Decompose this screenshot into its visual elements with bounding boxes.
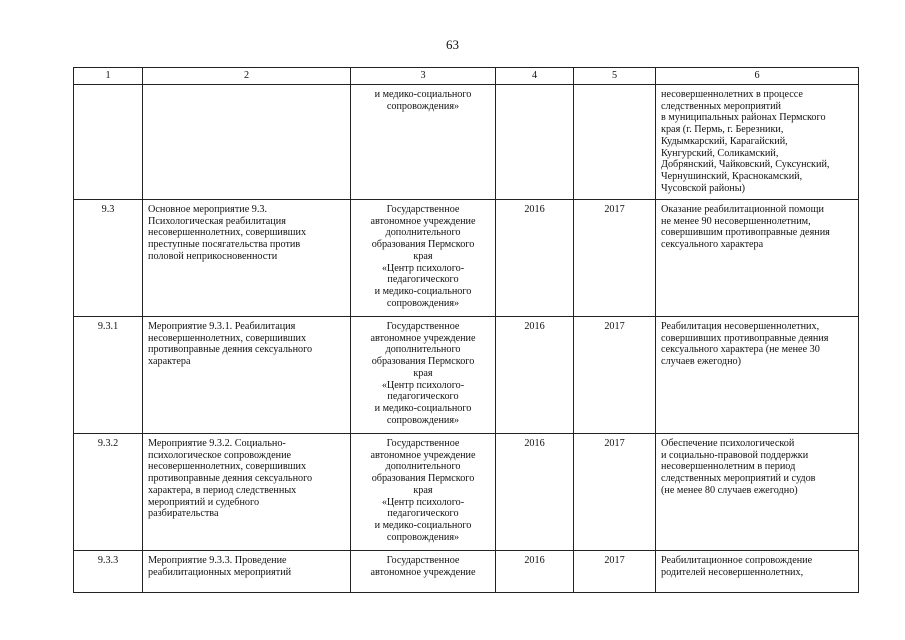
- start-year: 2016: [496, 317, 574, 434]
- executor-line: автономное учреждение: [370, 332, 476, 344]
- name-line: реабилитационных мероприятий: [148, 566, 292, 578]
- executor-line: Государственное: [386, 321, 460, 332]
- name-line: Мероприятие 9.3.3. Проведение: [148, 555, 287, 566]
- executor-line: Государственное: [386, 204, 460, 215]
- executor-line: Государственное: [386, 555, 460, 566]
- expected-result: [656, 551, 859, 593]
- end-year: 2017: [574, 551, 656, 593]
- executor: [351, 317, 496, 434]
- row-number: 9.3.3: [74, 551, 143, 593]
- end-year: [574, 85, 656, 200]
- result-line: Чернушинский, Краснокамский,: [661, 170, 803, 182]
- result-line: (не менее 80 случаев ежегодно): [661, 484, 798, 496]
- name-line: несовершеннолетних, совершивших: [148, 227, 307, 239]
- name-line: Психологическая реабилитация: [148, 215, 286, 227]
- executor-line: сопровождения»: [386, 414, 460, 426]
- executor-line: дополнительного: [385, 461, 461, 473]
- executor-line: автономное учреждение: [370, 215, 476, 227]
- name-line: противоправные деяния сексуального: [148, 344, 313, 356]
- executor-line: Государственное: [386, 438, 460, 449]
- name-line: несовершеннолетних, совершивших: [148, 332, 307, 344]
- measure-name: [143, 317, 351, 434]
- name-line: характера, в период следственных: [148, 484, 297, 496]
- executor-line: края: [413, 250, 433, 262]
- table-row: [74, 434, 859, 551]
- result-line: Чусовской районы): [661, 182, 745, 194]
- result-line: Реабилитационное сопровождение: [661, 555, 813, 566]
- row-number: 9.3.2: [74, 434, 143, 551]
- result-line: следственных мероприятий: [661, 100, 782, 112]
- result-line: и социально-правовой поддержки: [661, 449, 809, 461]
- executor-line: и медико-социального: [374, 89, 472, 100]
- expected-result: [656, 317, 859, 434]
- name-line: психологическое сопровождение: [148, 449, 292, 461]
- executor-line: сопровождения»: [386, 297, 460, 309]
- name-line: противоправные деяния сексуального: [148, 473, 313, 485]
- result-line: Обеспечение психологической: [661, 438, 795, 449]
- executor-line: сопровождения»: [386, 100, 460, 112]
- row-number: [74, 85, 143, 200]
- table-row: [74, 317, 859, 434]
- result-line: случаев ежегодно): [661, 356, 742, 368]
- executor-line: «Центр психолого-: [381, 379, 465, 391]
- table-row: [74, 551, 859, 593]
- executor-line: образования Пермского: [371, 473, 475, 485]
- result-line: Кудымкарский, Карагайский,: [661, 135, 788, 147]
- result-line: края (г. Пермь, г. Березники,: [661, 124, 784, 136]
- table-row: [74, 200, 859, 317]
- result-line: совершившим противоправные деяния: [661, 227, 830, 239]
- result-line: Кунгурский, Соликамский,: [661, 147, 779, 159]
- result-line: родителей несовершеннолетних,: [661, 566, 804, 578]
- executor-line: дополнительного: [385, 344, 461, 356]
- executor: [351, 434, 496, 551]
- executor-line: края: [413, 367, 433, 379]
- executor-line: края: [413, 484, 433, 496]
- header-col-3: 3: [351, 68, 496, 85]
- expected-result: [656, 85, 859, 200]
- executor-line: дополнительного: [385, 227, 461, 239]
- executor-line: автономное учреждение: [370, 449, 476, 461]
- header-col-4: 4: [496, 68, 574, 85]
- executor-line: и медико-социального: [374, 519, 472, 531]
- executor: [351, 85, 496, 200]
- executor-line: и медико-социального: [374, 285, 472, 297]
- measures-table: [73, 67, 859, 593]
- executor-line: педагогического: [387, 391, 459, 403]
- result-line: не менее 90 несовершеннолетним,: [661, 215, 811, 227]
- executor-line: педагогического: [387, 508, 459, 520]
- end-year: 2017: [574, 317, 656, 434]
- result-line: Добрянский, Чайковский, Суксунский,: [661, 159, 830, 171]
- name-line: Мероприятие 9.3.1. Реабилитация: [148, 321, 296, 332]
- name-line: Мероприятие 9.3.2. Социально-: [148, 438, 286, 449]
- executor-line: образования Пермского: [371, 356, 475, 368]
- name-line: мероприятий и судебного: [148, 496, 260, 508]
- result-line: несовершеннолетних в процессе: [661, 89, 803, 100]
- measure-name: [143, 434, 351, 551]
- measure-name: [143, 85, 351, 200]
- name-line: несовершеннолетних, совершивших: [148, 461, 307, 473]
- result-line: сексуального характера: [661, 239, 764, 251]
- result-line: в муниципальных районах Пермского: [661, 112, 826, 124]
- name-line: половой неприкосновенности: [148, 250, 278, 262]
- executor-line: сопровождения»: [386, 531, 460, 543]
- start-year: 2016: [496, 200, 574, 317]
- table-row: [74, 85, 859, 200]
- result-line: Оказание реабилитационной помощи: [661, 204, 824, 215]
- page-number: 63: [446, 37, 459, 52]
- start-year: 2016: [496, 434, 574, 551]
- result-line: Реабилитация несовершеннолетних,: [661, 321, 820, 332]
- executor-line: и медико-социального: [374, 402, 472, 414]
- header-col-6: 6: [656, 68, 859, 85]
- executor-line: «Центр психолого-: [381, 496, 465, 508]
- name-line: характера: [148, 356, 191, 368]
- executor-line: «Центр психолого-: [381, 262, 465, 274]
- result-line: несовершеннолетним в период: [661, 461, 796, 473]
- start-year: [496, 85, 574, 200]
- result-line: сексуального характера (не менее 30: [661, 344, 820, 356]
- executor-line: педагогического: [387, 274, 459, 286]
- expected-result: [656, 200, 859, 317]
- name-line: разбирательства: [148, 508, 219, 520]
- executor-line: автономное учреждение: [370, 566, 476, 578]
- header-col-1: 1: [74, 68, 143, 85]
- executor-line: образования Пермского: [371, 239, 475, 251]
- header-col-5: 5: [574, 68, 656, 85]
- end-year: 2017: [574, 434, 656, 551]
- executor: [351, 551, 496, 593]
- name-line: Основное мероприятие 9.3.: [148, 204, 268, 215]
- name-line: преступные посягательства против: [148, 239, 301, 251]
- result-line: совершивших противоправные деяния: [661, 332, 829, 344]
- executor: [351, 200, 496, 317]
- result-line: следственных мероприятий и судов: [661, 473, 816, 485]
- row-number: 9.3.1: [74, 317, 143, 434]
- end-year: 2017: [574, 200, 656, 317]
- header-row: [74, 68, 859, 85]
- row-number: 9.3: [74, 200, 143, 317]
- measure-name: [143, 551, 351, 593]
- expected-result: [656, 434, 859, 551]
- measure-name: [143, 200, 351, 317]
- start-year: 2016: [496, 551, 574, 593]
- header-col-2: 2: [143, 68, 351, 85]
